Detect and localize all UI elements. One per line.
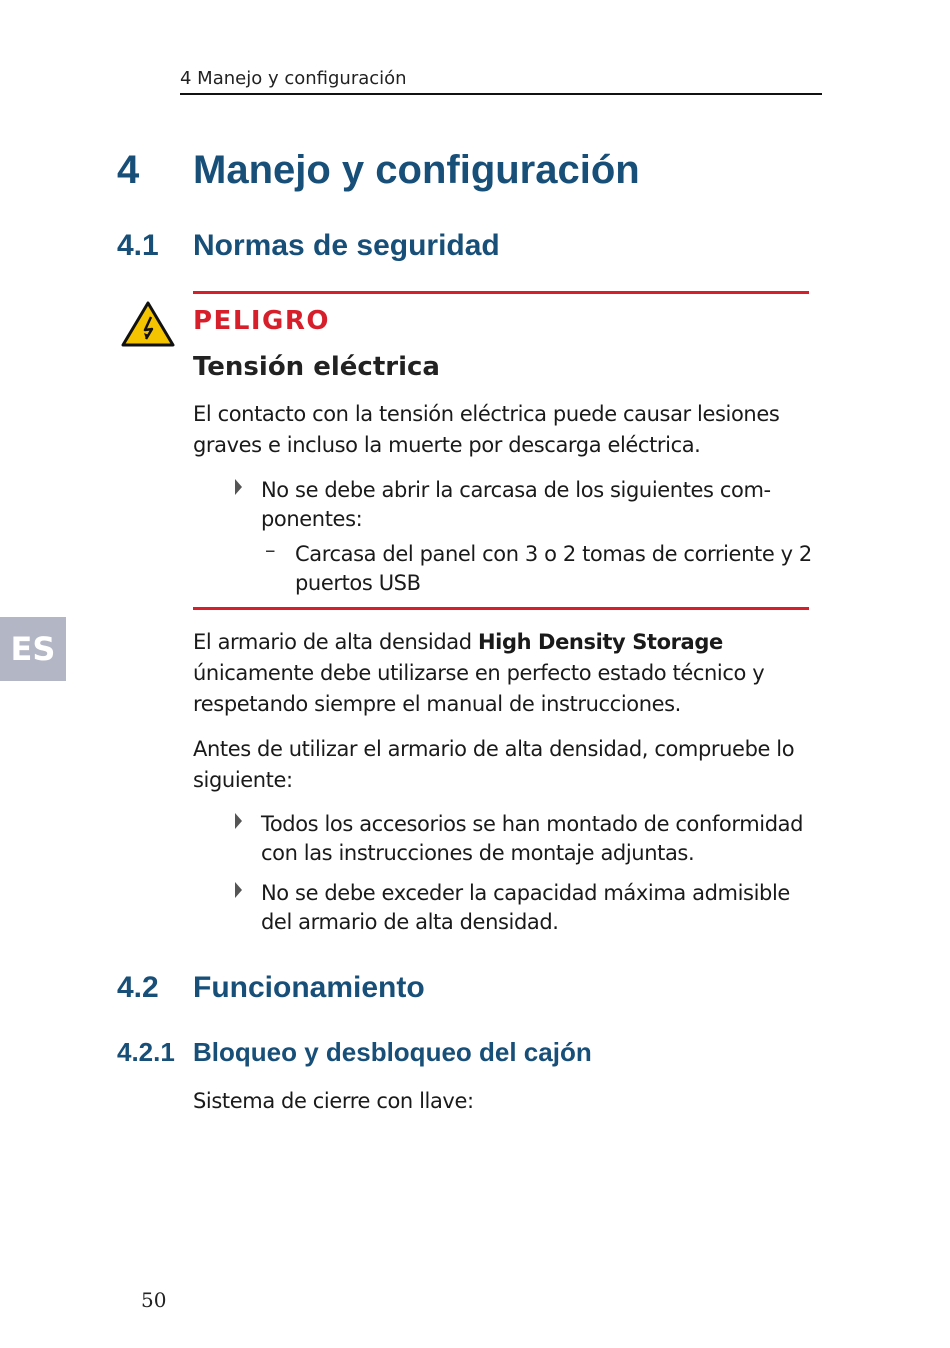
danger-top-rule [193,291,809,294]
section-4-2-1-title: Bloqueo y desbloqueo del cajón [193,1037,592,1067]
paragraph-usage-before: El armario de alta densidad [193,630,478,654]
danger-bullet: No se debe abrir la carcasa de los siguientes com-ponentes: [261,478,771,531]
section-4-2-number: 4.2 [117,971,159,1004]
paragraph-usage [193,627,813,720]
paragraph-lock-system: Sistema de cierre con llave: [193,1089,474,1113]
danger-text: El contacto con la tensión eléctrica puede causar lesiones graves e incluso la muerte por descarga eléctrica. [193,402,780,457]
language-tab: ES [0,617,66,681]
electric-hazard-warning-icon [121,300,175,348]
danger-bottom-rule [193,607,809,610]
section-4-1-number: 4.1 [117,229,159,262]
chapter-number: 4 [117,148,140,192]
danger-label: PELIGRO [193,306,331,336]
paragraph-usage-after: únicamente debe utilizarse en perfecto estado técnico y respetando siempre el manual de instrucciones. [193,661,765,716]
product-name: High Density Storage [477,630,723,654]
check-item: No se debe exceder la capacidad máxima admisible del armario de alta densidad. [261,881,790,934]
bullet-arrow-icon [235,882,242,898]
danger-sub-item: Carcasa del panel con 3 o 2 tomas de corriente y 2 puertos USB [295,542,812,595]
paragraph-checks-intro: Antes de utilizar el armario de alta densidad, compruebe lo siguiente: [193,737,795,792]
section-4-2-title: Funcionamiento [193,971,425,1004]
check-item: Todos los accesorios se han montado de conformidad con las instrucciones de montaje adjuntas. [261,812,804,865]
section-4-2-1-number: 4.2.1 [117,1037,175,1067]
section-4-1-title: Normas de seguridad [193,229,500,262]
header-rule [180,93,822,95]
chapter-title: Manejo y configuración [193,148,640,192]
bullet-arrow-icon [235,479,242,495]
bullet-arrow-icon [235,813,242,829]
dash-bullet-icon: – [265,538,276,562]
page-number: 50 [141,1288,167,1312]
running-header: 4 Manejo y configuración [180,68,407,89]
danger-title: Tensión eléctrica [193,352,440,382]
